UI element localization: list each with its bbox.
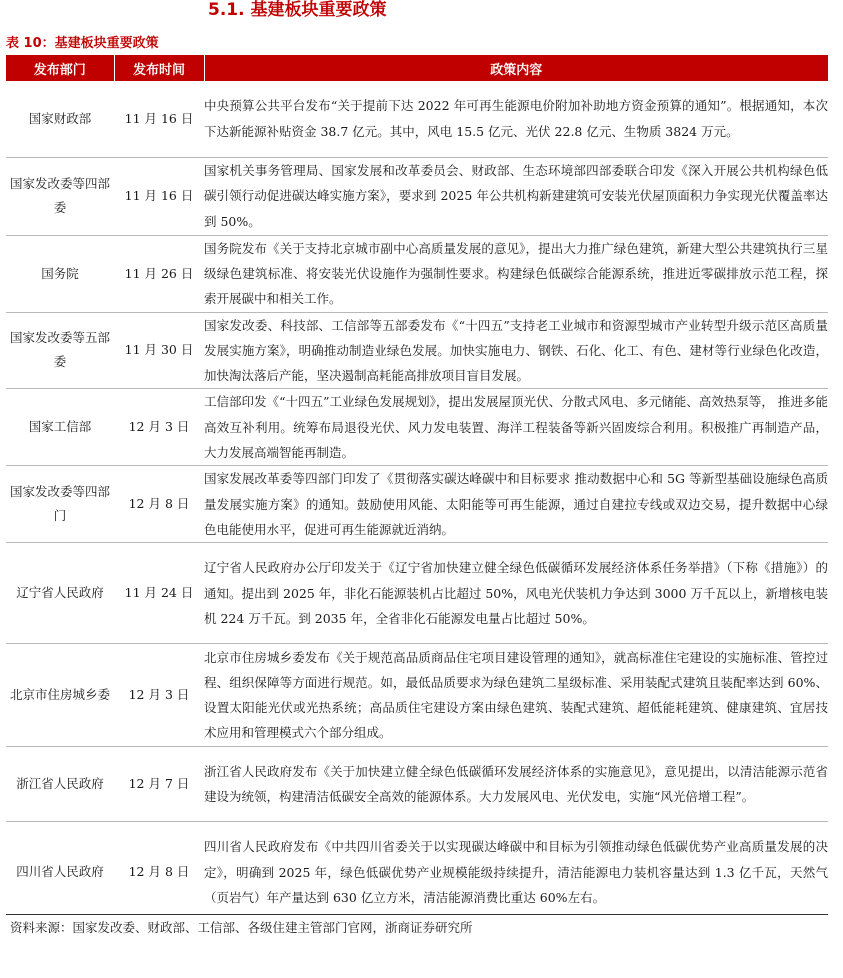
row-date: 12 月 8 日 (114, 466, 204, 543)
table-row (6, 466, 828, 543)
row-date: 11 月 24 日 (114, 543, 204, 644)
row-date: 12 月 3 日 (114, 389, 204, 466)
row-date: 12 月 7 日 (114, 747, 204, 822)
header-date: 发布时间 (114, 55, 204, 81)
row-dept: 国家工信部 (6, 389, 114, 466)
row-content: 浙江省人民政府发布《关于加快建立健全绿色低碳循环发展经济体系的实施意见》，意见提出，以清洁能源示范省建设为统领，构建清洁低碳安全高效的能源体系。大力发展风电、光伏发电，实施“风光倍增工程”。 (204, 747, 828, 822)
row-content: 辽宁省人民政府办公厅印发关于《辽宁省加快建立健全绿色低碳循环发展经济体系任务举措》（下称《措施》）的通知。提出到 2025 年，非化石能源装机占比超过 50%，风电光伏装机力争达到 3000 万千瓦以上，新增核电装机 224 万千瓦。到 2035 年，全省非化石能源发电量占比超过 50%。 (204, 543, 828, 644)
row-date: 12 月 8 日 (114, 822, 204, 923)
table-row (6, 747, 828, 822)
row-date: 11 月 16 日 (114, 157, 204, 235)
row-date: 11 月 26 日 (114, 235, 204, 312)
row-dept: 浙江省人民政府 (6, 747, 114, 822)
row-dept: 国务院 (6, 235, 114, 312)
row-dept: 四川省人民政府 (6, 822, 114, 923)
table-row (6, 157, 828, 235)
row-date: 12 月 3 日 (114, 644, 204, 747)
row-content: 国家发改委、科技部、工信部等五部委发布《“十四五”支持老工业城市和资源型城市产业转型升级示范区高质量发展实施方案》，明确推动制造业绿色发展。加快实施电力、钢铁、石化、化工、有色、建材等行业绿色化改造，加快淘汰落后产能，坚决遏制高耗能高排放项目盲目发展。 (204, 312, 828, 389)
row-dept: 国家发改委等四部门 (6, 466, 114, 543)
row-content: 北京市住房城乡委发布《关于规范高品质商品住宅项目建设管理的通知》，就高标准住宅建设的实施标准、管控过程、组织保障等方面进行规范。如，最低品质要求为绿色建筑二星级标准、采用装配式建筑且装配率达到 60%、设置太阳能光伏或光热系统；高品质住宅建设方案由绿色建筑、装配式建筑、超低能耗建筑、健康建筑、宜居技术应用和管理模式六个部分组成。 (204, 644, 828, 747)
row-date: 11 月 30 日 (114, 312, 204, 389)
header-dept: 发布部门 (6, 55, 114, 81)
table-row (6, 312, 828, 389)
table-row (6, 81, 828, 157)
table-header-row (6, 55, 828, 81)
table-row (6, 235, 828, 312)
row-content: 四川省人民政府发布《中共四川省委关于以实现碳达峰碳中和目标为引领推动绿色低碳优势产业高质量发展的决定》，明确到 2025 年，绿色低碳优势产业规模能级持续提升，清洁能源电力装机容量达到 1.3 亿千瓦，天然气（页岩气）年产量达到 630 亿立方米，清洁能源消费比重达 60%左右。 (204, 822, 828, 923)
row-dept: 北京市住房城乡委 (6, 644, 114, 747)
row-dept: 辽宁省人民政府 (6, 543, 114, 644)
table-row (6, 543, 828, 644)
source-note: 资料来源：国家发改委、财政部、工信部、各级住建主管部门官网，浙商证券研究所 (10, 920, 473, 935)
row-dept: 国家财政部 (28, 110, 92, 126)
row-content: 国家发展改革委等四部门印发了《贯彻落实碳达峰碳中和目标要求 推动数据中心和 5G 等新型基础设施绿色高质量发展实施方案》的通知。鼓励使用风能、太阳能等可再生能源，通过自建拉专线或双边交易，提升数据中心绿色电能使用水平，促进可再生能源就近消纳。 (204, 466, 828, 543)
policy-table (6, 55, 828, 923)
table-row (6, 822, 828, 923)
row-content: 中央预算公共平台发布“关于提前下达 2022 年可再生能源电价附加补助地方资金预算的通知”。根据通知，本次下达新能源补贴资金 38.7 亿元。其中，风电 15.5 亿元、光伏 22.8 亿元、生物质 3824 万元。 (204, 98, 828, 139)
table-row (6, 389, 828, 466)
row-dept: 国家发改委等五部委 (6, 312, 114, 389)
table-caption: 表 10：基建板块重要政策 (6, 36, 159, 51)
table-row (6, 644, 828, 747)
row-content: 工信部印发《“十四五”工业绿色发展规划》，提出发展屋顶光伏、分散式风电、多元储能、高效热泵等， 推进多能高效互补利用。统筹布局退役光伏、风力发电装置、海洋工程装备等新兴固废综合利用。积极推广再制造产品，大力发展高端智能再制造。 (204, 389, 828, 466)
row-content: 国务院发布《关于支持北京城市副中心高质量发展的意见》，提出大力推广绿色建筑，新建大型公共建筑执行三星级绿色建筑标准、将安装光伏设施作为强制性要求。构建绿色低碳综合能源系统，推进近零碳排放示范工程，探索开展碳中和相关工作。 (204, 235, 828, 312)
header-content: 政策内容 (204, 55, 828, 81)
row-date: 11 月 16 日 (124, 110, 194, 126)
row-dept: 国家发改委等四部委 (6, 157, 114, 235)
table-bottom-rule (6, 914, 828, 915)
row-content: 国家机关事务管理局、国家发展和改革委员会、财政部、生态环境部四部委联合印发《深入开展公共机构绿色低碳引领行动促进碳达峰实施方案》，要求到 2025 年公共机构新建建筑可安装光伏屋顶面积力争实现光伏覆盖率达到 50%。 (204, 157, 828, 235)
section-title: 5.1. 基建板块重要政策 (208, 0, 387, 20)
